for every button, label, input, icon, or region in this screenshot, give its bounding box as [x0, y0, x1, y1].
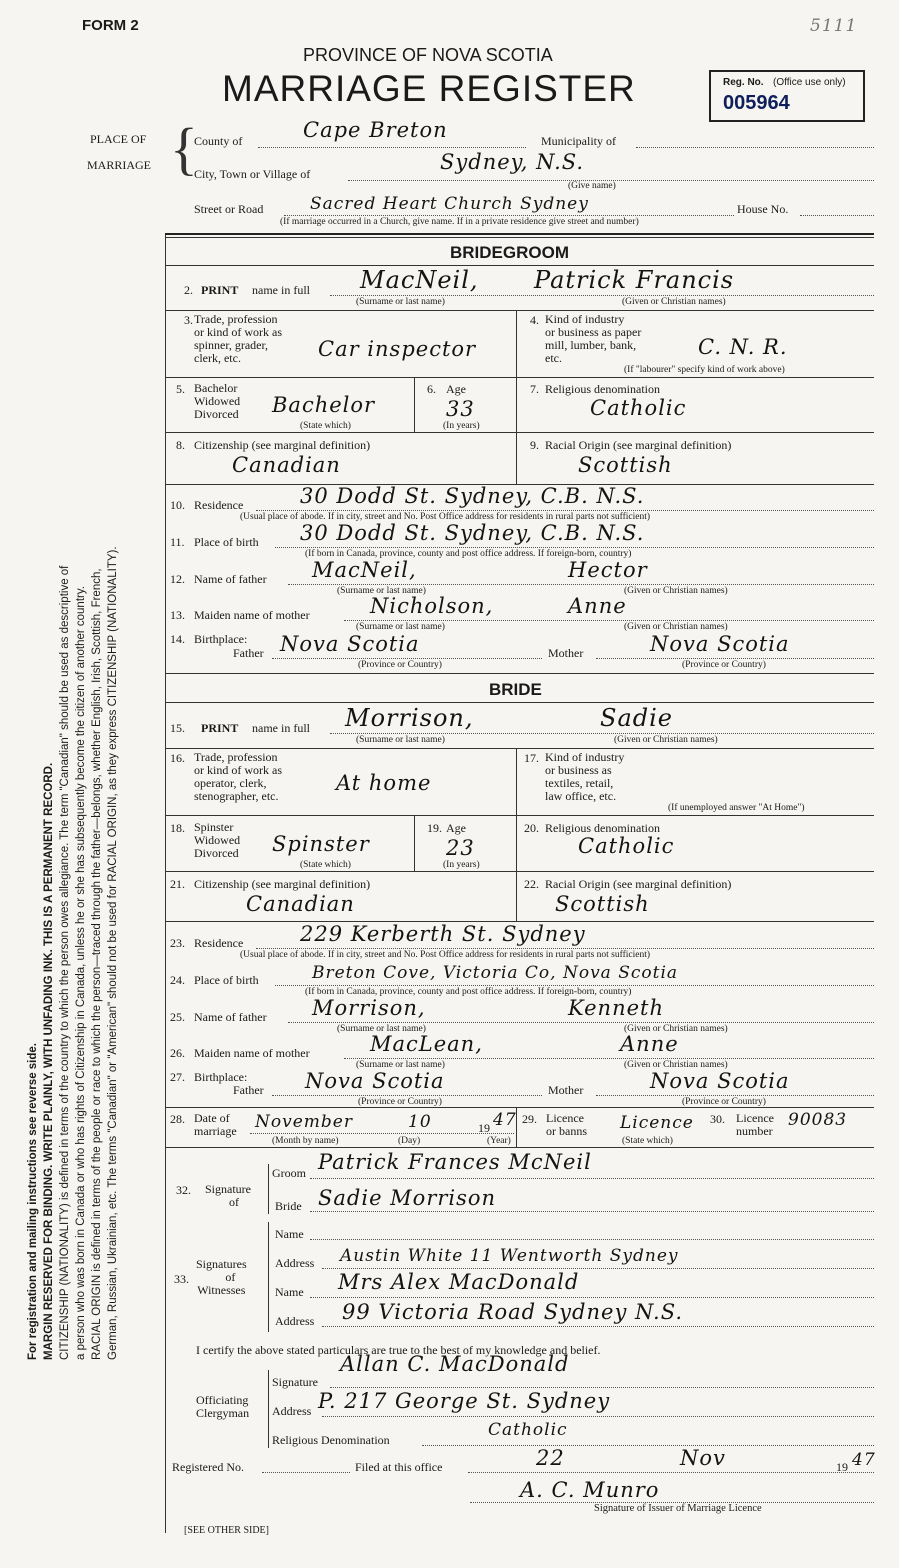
- field-num-7: 7.: [530, 382, 539, 396]
- bride-bp-label: Birthplace:: [194, 1070, 248, 1084]
- field-num-9: 9.: [530, 438, 539, 452]
- field-num-25: 25.: [170, 1010, 185, 1024]
- groom-father-given: Hector: [568, 558, 648, 582]
- field-num-21: 21.: [170, 877, 185, 891]
- groom-trade-label: Trade, profession or kind of work as spinner, grader, clerk, etc.: [194, 312, 282, 365]
- bride-years-note: (In years): [443, 860, 480, 870]
- groom-age-value: 33: [446, 397, 475, 421]
- groom-father-label: Name of father: [194, 572, 267, 586]
- groom-trade-value: Car inspector: [318, 337, 477, 361]
- bride-mother-label: Maiden name of mother: [194, 1046, 310, 1060]
- bridegroom-heading: BRIDEGROOM: [450, 243, 569, 262]
- field-num-16: 16.: [170, 751, 185, 765]
- licence-number-label: Licence number: [736, 1111, 774, 1138]
- groom-bp-father-value: Nova Scotia: [280, 632, 420, 656]
- groom-mother-given-note: (Given or Christian names): [624, 622, 728, 632]
- field-num-27: 27.: [170, 1070, 185, 1084]
- bride-status-value: Spinster: [272, 832, 370, 856]
- licence-value: Licence: [620, 1113, 694, 1133]
- field-num-32: 32.: [176, 1183, 191, 1197]
- bride-racial-label: Racial Origin (see marginal definition): [545, 877, 732, 891]
- page-title: MARRIAGE REGISTER: [222, 68, 636, 109]
- county-label: County of: [194, 134, 243, 148]
- groom-father-surname: MacNeil,: [312, 558, 417, 582]
- filed-day: 22: [536, 1446, 565, 1470]
- groom-residence-value: 30 Dodd St. Sydney, C.B. N.S.: [300, 484, 645, 508]
- w1-address-value: Austin White 11 Wentworth Sydney: [340, 1246, 679, 1266]
- groom-industry-note: (If "labourer" specify kind of work above): [624, 365, 785, 375]
- denomination-value: Catholic: [488, 1420, 568, 1440]
- bride-bp-mother-label: Mother: [548, 1083, 584, 1097]
- marriage-day-note: (Day): [398, 1136, 421, 1146]
- certify-text: I certify the above stated particulars are true to the best of my knowledge and belief.: [196, 1343, 601, 1357]
- margin-instructions: [26, 320, 176, 1360]
- marriage-month-note: (Month by name): [272, 1136, 339, 1146]
- clergy-sig-label: Signature: [272, 1375, 318, 1389]
- marriage-month: November: [255, 1112, 353, 1132]
- groom-given: Patrick Francis: [534, 266, 735, 294]
- filed-month: Nov: [680, 1446, 726, 1470]
- field-num-30: 30.: [710, 1112, 725, 1126]
- street-note: (If marriage occurred in a Church, give name. If in a private residence give street and number): [280, 217, 639, 227]
- groom-given-note: (Given or Christian names): [622, 297, 726, 307]
- groom-age-label: Age: [446, 382, 466, 396]
- witness-label: Signatures of Witnesses: [196, 1257, 247, 1297]
- filed-label: Filed at this office: [355, 1460, 443, 1474]
- field-num-11: 11.: [170, 535, 185, 549]
- groom-bp-father-label: Father: [233, 646, 264, 660]
- bride-birthplace-note: (If born in Canada, province, county and post office address. If foreign-born, country): [305, 987, 632, 997]
- form-number: FORM 2: [82, 17, 139, 34]
- bride-name-label: name in full: [252, 721, 310, 735]
- groom-name-label: name in full: [252, 283, 310, 297]
- house-label: House No.: [737, 202, 789, 216]
- bride-given-note: (Given or Christian names): [614, 735, 718, 745]
- stamp-number: 5111: [810, 16, 858, 36]
- field-num-22: 22.: [524, 877, 539, 891]
- field-num-10: 10.: [170, 498, 185, 512]
- field-num-29: 29.: [522, 1112, 537, 1126]
- groom-religion-label: Religious denomination: [545, 382, 660, 396]
- bride-citizenship-value: Canadian: [246, 892, 355, 916]
- bride-mother-surname-note: (Surname or last name): [356, 1060, 445, 1070]
- groom-sig-label: Groom: [272, 1166, 306, 1180]
- issuer-label: Signature of Issuer of Marriage Licence: [594, 1503, 762, 1514]
- groom-bp-mother-note: (Province or Country): [682, 660, 766, 670]
- reg-office-note: (Office use only): [773, 77, 846, 88]
- bride-sig-label: Bride: [275, 1199, 302, 1213]
- see-other-side: [SEE OTHER SIDE]: [184, 1525, 269, 1536]
- groom-industry-value: C. N. R.: [698, 335, 788, 359]
- marriage-day: 10: [408, 1112, 432, 1132]
- bride-birthplace-value: Breton Cove, Victoria Co, Nova Scotia: [312, 963, 679, 983]
- marriage-date-label: Date of marriage: [194, 1111, 237, 1138]
- groom-signature: Patrick Frances McNeil: [318, 1150, 592, 1174]
- bride-trade-value: At home: [336, 771, 432, 795]
- bride-residence-value: 229 Kerberth St. Sydney: [300, 922, 586, 946]
- groom-citizenship-label: Citizenship (see marginal definition): [194, 438, 371, 452]
- groom-racial-value: Scottish: [578, 453, 673, 477]
- bride-bp-father-note: (Province or Country): [358, 1097, 442, 1107]
- street-value: Sacred Heart Church Sydney: [310, 194, 589, 214]
- bride-age-label: Age: [446, 821, 466, 835]
- city-value: Sydney, N.S.: [440, 150, 585, 174]
- field-num-17: 17.: [524, 751, 539, 765]
- licence-label: Licence or banns: [546, 1111, 587, 1138]
- groom-residence-note: (Usual place of abode. If in city, street and No. Post Office address for residents in rural parts not sufficient): [240, 512, 651, 522]
- field-num-20: 20.: [524, 821, 539, 835]
- field-num-8: 8.: [176, 438, 185, 452]
- w2-address-value: 99 Victoria Road Sydney N.S.: [342, 1300, 684, 1324]
- bride-bp-father-value: Nova Scotia: [305, 1069, 445, 1093]
- bride-status-label: Spinster Widowed Divorced: [194, 820, 241, 860]
- filed-year: 47: [852, 1450, 876, 1470]
- field-num-14: 14.: [170, 632, 185, 646]
- street-label: Street or Road: [194, 202, 264, 216]
- field-num-13: 13.: [170, 608, 185, 622]
- field-num-12: 12.: [170, 572, 185, 586]
- w2-address-label: Address: [275, 1314, 315, 1328]
- field-num-15: 15.: [170, 721, 185, 735]
- bride-residence-note: (Usual place of abode. If in city, street and No. Post Office address for residents in rural parts not sufficient): [240, 950, 651, 960]
- groom-bp-mother-value: Nova Scotia: [650, 632, 790, 656]
- bride-religion-value: Catholic: [578, 834, 675, 858]
- bride-religion-label: Religious denomination: [545, 821, 660, 835]
- field-num-26: 26.: [170, 1046, 185, 1060]
- place-of-label: PLACE OF: [90, 132, 147, 146]
- clergy-signature: Allan C. MacDonald: [340, 1352, 570, 1376]
- registered-label: Registered No.: [172, 1460, 244, 1474]
- filed-year-prefix: 19: [836, 1460, 848, 1474]
- bride-father-surname-note: (Surname or last name): [337, 1024, 426, 1034]
- clergy-address-value: P. 217 George St. Sydney: [318, 1389, 611, 1413]
- groom-bp-label: Birthplace:: [194, 632, 248, 646]
- field-num-19: 19.: [427, 821, 442, 835]
- licence-state-note: (State which): [622, 1136, 673, 1146]
- clergy-label: Officiating Clergyman: [196, 1393, 250, 1420]
- groom-residence-label: Residence: [194, 498, 244, 512]
- bride-residence-label: Residence: [194, 936, 244, 950]
- field-num-33: 33.: [174, 1272, 189, 1286]
- groom-citizenship-value: Canadian: [232, 453, 341, 477]
- bride-bp-mother-value: Nova Scotia: [650, 1069, 790, 1093]
- groom-status-value: Bachelor: [272, 393, 376, 417]
- give-name-note: (Give name): [568, 181, 616, 191]
- bride-mother-given-note: (Given or Christian names): [624, 1060, 728, 1070]
- margin-line-3: CITIZENSHIP (NATIONALITY) is defined in terms of the country to which the person owes allegiance. The term "Canadian" should be used as descriptive of: [59, 565, 71, 1360]
- groom-surname: MacNeil,: [360, 266, 479, 294]
- bride-father-label: Name of father: [194, 1010, 267, 1024]
- bride-heading: BRIDE: [489, 680, 542, 699]
- groom-state-note: (State which): [300, 421, 351, 431]
- groom-birthplace-label: Place of birth: [194, 535, 259, 549]
- bride-print-label: PRINT: [201, 721, 239, 735]
- groom-birthplace-value: 30 Dodd St. Sydney, C.B. N.S.: [300, 521, 645, 545]
- groom-racial-label: Racial Origin (see marginal definition): [545, 438, 732, 452]
- bride-bp-mother-note: (Province or Country): [682, 1097, 766, 1107]
- field-num-6: 6.: [427, 382, 436, 396]
- groom-surname-note: (Surname or last name): [356, 297, 445, 307]
- bride-trade-label: Trade, profession or kind of work as operator, clerk, stenographer, etc.: [194, 750, 282, 803]
- bride-mother-surname: MacLean,: [370, 1032, 483, 1056]
- field-num-3: 3.: [184, 313, 193, 327]
- margin-line-5: RACIAL ORIGIN is defined in terms of the people or race to which the person—traced through the father—belongs, whether English, Irish, Scottish, French,: [91, 568, 103, 1360]
- marriage-year: 47: [493, 1110, 517, 1130]
- groom-father-given-note: (Given or Christian names): [624, 586, 728, 596]
- sig-of-label: Signature of: [205, 1182, 251, 1209]
- groom-mother-given: Anne: [568, 594, 627, 618]
- groom-years-note: (In years): [443, 421, 480, 431]
- field-num-23: 23.: [170, 936, 185, 950]
- province-title: PROVINCE OF NOVA SCOTIA: [303, 45, 553, 65]
- bride-age-value: 23: [446, 836, 475, 860]
- bride-mother-given: Anne: [620, 1032, 679, 1056]
- issuer-signature: A. C. Munro: [520, 1478, 660, 1502]
- groom-mother-surname: Nicholson,: [370, 594, 494, 618]
- margin-line-6: German, Russian, Ukrainian, etc. The terms "Canadian" or "American" should not be used for RACIAL ORIGIN, as they express CITIZENSHIP (NATIONALITY).: [107, 546, 119, 1360]
- bride-given: Sadie: [600, 704, 673, 732]
- bride-industry-note: (If unemployed answer "At Home"): [668, 803, 805, 813]
- bride-father-given-note: (Given or Christian names): [624, 1024, 728, 1034]
- marriage-year-prefix: 19: [478, 1121, 490, 1135]
- licence-number-value: 90083: [788, 1110, 848, 1130]
- w2-name-label: Name: [275, 1285, 304, 1299]
- field-num-2: 2.: [184, 283, 193, 297]
- margin-line-2: MARGIN RESERVED FOR BINDING. WRITE PLAINLY, WITH UNFADING INK. THIS IS A PERMANENT RECORD.: [43, 762, 55, 1360]
- marriage-label: MARRIAGE: [87, 158, 152, 172]
- municipality-label: Municipality of: [541, 134, 616, 148]
- bride-father-surname: Morrison,: [312, 996, 426, 1020]
- groom-father-surname-note: (Surname or last name): [337, 586, 426, 596]
- place-brace: {: [170, 116, 198, 181]
- w1-name-label: Name: [275, 1227, 304, 1241]
- field-num-4: 4.: [530, 313, 539, 327]
- bride-industry-label: Kind of industry or business as textiles, retail, law office, etc.: [545, 750, 625, 803]
- bride-racial-value: Scottish: [555, 892, 650, 916]
- bride-citizenship-label: Citizenship (see marginal definition): [194, 877, 371, 891]
- field-num-24: 24.: [170, 973, 185, 987]
- county-value: Cape Breton: [303, 118, 448, 142]
- bride-surname: Morrison,: [345, 704, 474, 732]
- bride-state-note: (State which): [300, 860, 351, 870]
- groom-status-label: Bachelor Widowed Divorced: [194, 381, 241, 421]
- reg-number-box: [709, 70, 865, 122]
- groom-industry-label: Kind of industry or business as paper mill, lumber, bank, etc.: [545, 312, 642, 365]
- groom-bp-father-note: (Province or Country): [358, 660, 442, 670]
- groom-print-label: PRINT: [201, 283, 239, 297]
- reg-number: 005964: [723, 92, 790, 114]
- bride-birthplace-label: Place of birth: [194, 973, 259, 987]
- groom-religion-value: Catholic: [590, 396, 687, 420]
- groom-mother-surname-note: (Surname or last name): [356, 622, 445, 632]
- marriage-year-note: (Year): [487, 1136, 511, 1146]
- denomination-label: Religious Denomination: [272, 1433, 390, 1447]
- w1-address-label: Address: [275, 1256, 315, 1270]
- groom-mother-label: Maiden name of mother: [194, 608, 310, 622]
- bride-bp-father-label: Father: [233, 1083, 264, 1097]
- city-label: City, Town or Village of: [194, 167, 311, 181]
- w2-name-value: Mrs Alex MacDonald: [338, 1270, 580, 1294]
- bride-father-given: Kenneth: [568, 996, 664, 1020]
- reg-label: Reg. No.: [723, 77, 764, 88]
- clergy-address-label: Address: [272, 1404, 312, 1418]
- margin-line-1: For registration and mailing instructions see reverse side.: [27, 1043, 39, 1360]
- margin-line-4: a person who was born in Canada or who has rights of Citizenship in Canada, unless he or she has subsequently become the citizen of another country.: [75, 586, 87, 1360]
- groom-birthplace-note: (If born in Canada, province, county and post office address. If foreign-born, country): [305, 549, 632, 559]
- bride-signature: Sadie Morrison: [318, 1186, 497, 1210]
- field-num-18: 18.: [170, 821, 185, 835]
- field-num-28: 28.: [170, 1112, 185, 1126]
- field-num-5: 5.: [176, 382, 185, 396]
- bride-surname-note: (Surname or last name): [356, 735, 445, 745]
- groom-bp-mother-label: Mother: [548, 646, 584, 660]
